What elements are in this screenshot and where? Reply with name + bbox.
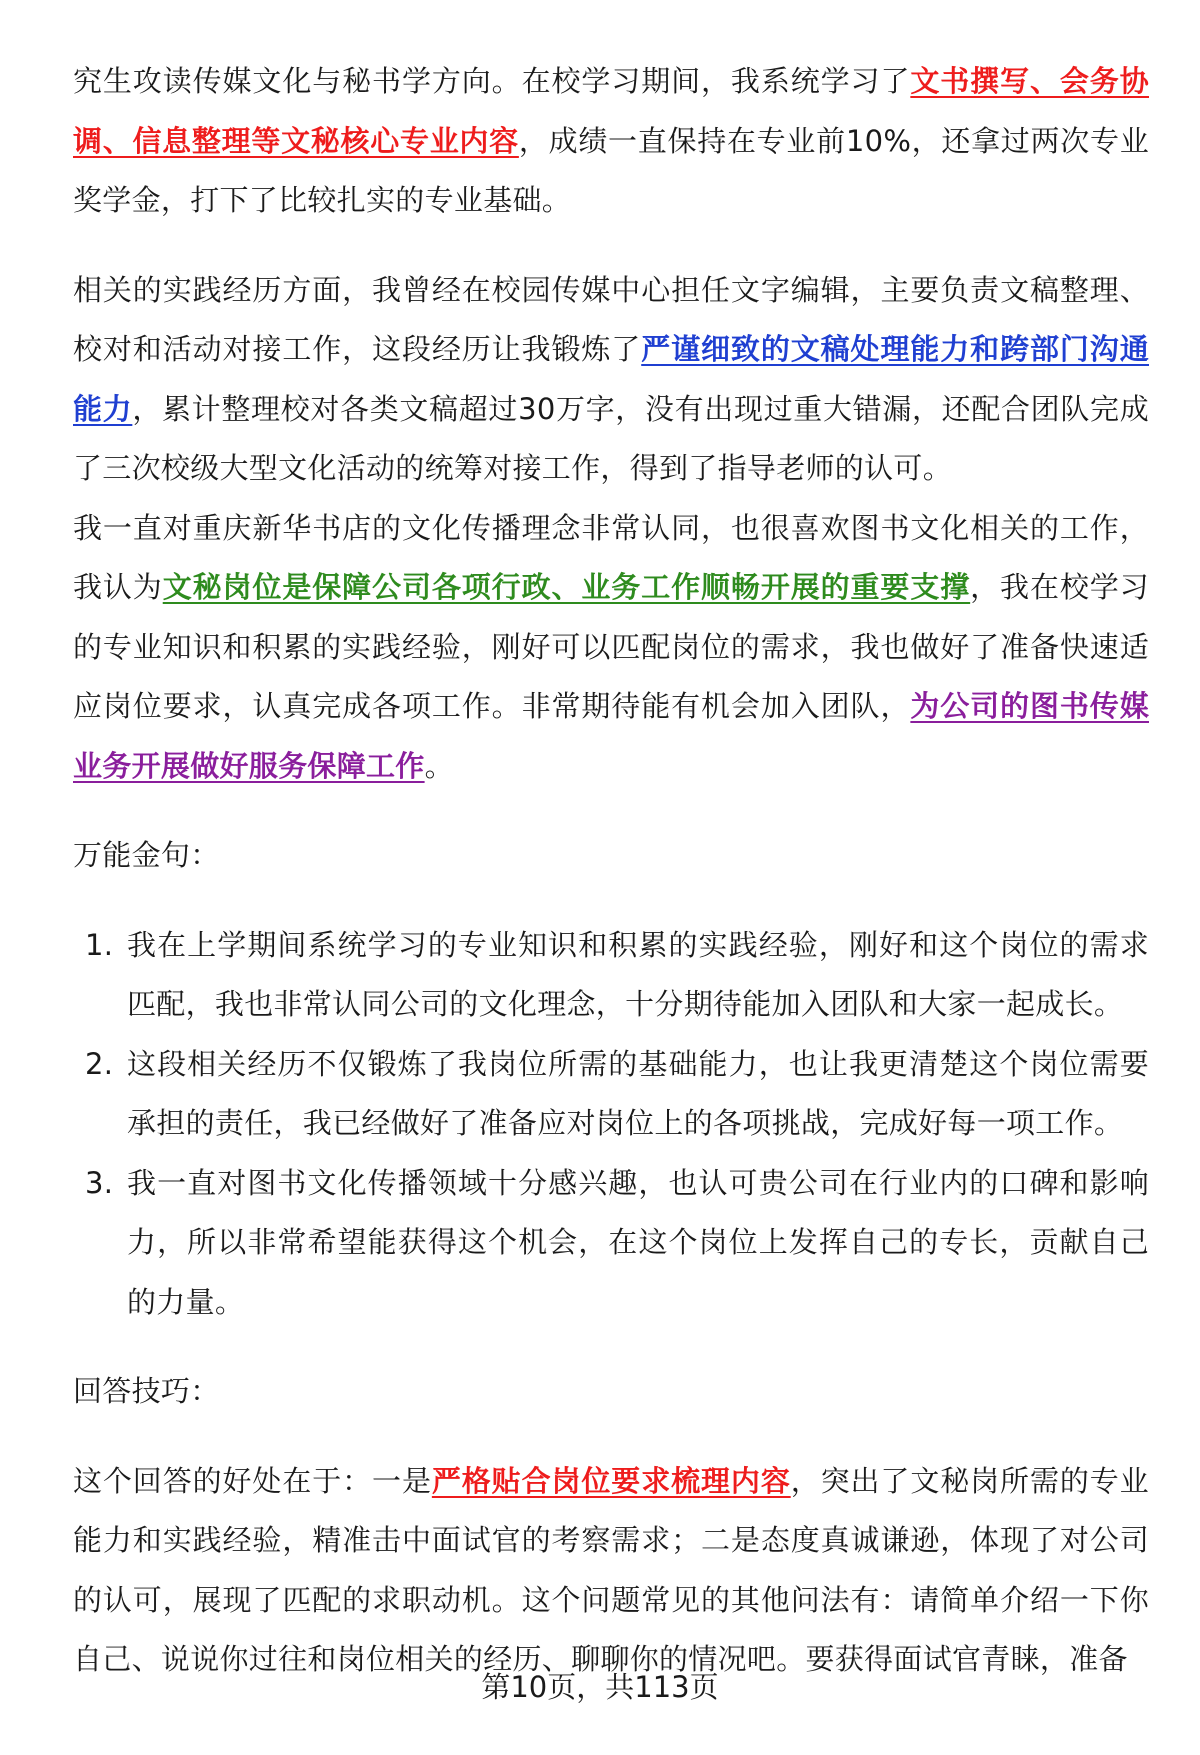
document-body bbox=[73, 52, 1149, 1690]
highlight-red: 严格贴合岗位要求梳理内容 bbox=[431, 1463, 791, 1498]
list-item bbox=[73, 1154, 1149, 1333]
paragraph-text: ，成绩一直保持在专业前10%，还拿过两次专业奖学金，打下了比较扎实的专业基础。 bbox=[73, 123, 1149, 217]
paragraph-gap bbox=[73, 1422, 1149, 1452]
highlight-purple: 为公司的图书传媒业务开展做好服务保障工作 bbox=[73, 689, 1149, 783]
paragraph-motivation bbox=[73, 499, 1149, 797]
list-item bbox=[73, 1035, 1149, 1154]
list-item bbox=[73, 916, 1149, 1035]
paragraph-gap bbox=[73, 886, 1149, 916]
highlight-red: 文书撰写、会务协调、信息整理等文秘核心专业内容 bbox=[73, 64, 1149, 158]
paragraph-text: 。 bbox=[424, 748, 454, 783]
paragraph-text: ，突出了文秘岗所需的专业能力和实践经验，精准击中面试官的考察需求；二是态度真诚谦逊，体现了对公司的认可，展现了匹配的求职动机。这个问题常见的其他问法有：请简单介绍一下你自己、说说你过往和岗位相关的经历、聊聊你的情况吧。要获得面试官青睐，准备 bbox=[73, 1463, 1149, 1676]
list-item-text: 我在上学期间系统学习的专业知识和积累的实践经验，刚好和这个岗位的需求匹配，我也非常认同公司的文化理念，十分期待能加入团队和大家一起成长。 bbox=[127, 927, 1149, 1021]
golden-sentences-list bbox=[73, 916, 1149, 1333]
list-number: 3. bbox=[85, 1165, 114, 1200]
paragraph-text: 我一直对重庆新华书店的文化传播理念非常认同，也很喜欢图书文化相关的工作，我认为 bbox=[73, 510, 1149, 604]
page-number-footer: 第10页，共113页 bbox=[481, 1670, 719, 1704]
paragraph-text: 这个回答的好处在于：一是 bbox=[73, 1463, 432, 1498]
paragraph-tips bbox=[73, 1452, 1149, 1690]
answer-tips-heading: 回答技巧： bbox=[73, 1374, 220, 1408]
highlight-blue: 严谨细致的文稿处理能力和跨部门沟通能力 bbox=[73, 332, 1149, 426]
paragraph-education bbox=[73, 52, 1149, 231]
highlight-green: 文秘岗位是保障公司各项行政、业务工作顺畅开展的重要支撑 bbox=[162, 570, 971, 604]
paragraph-gap bbox=[73, 1332, 1149, 1362]
list-number: 2. bbox=[85, 1046, 114, 1081]
list-number: 1. bbox=[85, 927, 114, 962]
list-item-text: 这段相关经历不仅锻炼了我岗位所需的基础能力，也让我更清楚这个岗位需要承担的责任，我已经做好了准备应对岗位上的各项挑战，完成好每一项工作。 bbox=[127, 1046, 1149, 1140]
golden-sentences-heading: 万能金句： bbox=[73, 838, 220, 872]
paragraph-experience bbox=[73, 261, 1149, 499]
paragraph-text: 究生攻读传媒文化与秘书学方向。在校学习期间，我系统学习了 bbox=[73, 64, 911, 98]
paragraph-gap bbox=[73, 796, 1149, 826]
paragraph-text: 相关的实践经历方面，我曾经在校园传媒中心担任文字编辑，主要负责文稿整理、校对和活动对接工作，这段经历让我锻炼了 bbox=[73, 272, 1149, 366]
paragraph-text: ，我在校学习的专业知识和积累的实践经验，刚好可以匹配岗位的需求，我也做好了准备快速适应岗位要求，认真完成各项工作。非常期待能有机会加入团队， bbox=[73, 570, 1149, 723]
paragraph-text: ，累计整理校对各类文稿超过30万字，没有出现过重大错漏，还配合团队完成了三次校级大型文化活动的统筹对接工作，得到了指导老师的认可。 bbox=[73, 391, 1149, 485]
list-item-text: 我一直对图书文化传播领域十分感兴趣，也认可贵公司在行业内的口碑和影响力，所以非常希望能获得这个机会，在这个岗位上发挥自己的专长，贡献自己的力量。 bbox=[127, 1165, 1149, 1319]
paragraph-gap bbox=[73, 231, 1149, 261]
